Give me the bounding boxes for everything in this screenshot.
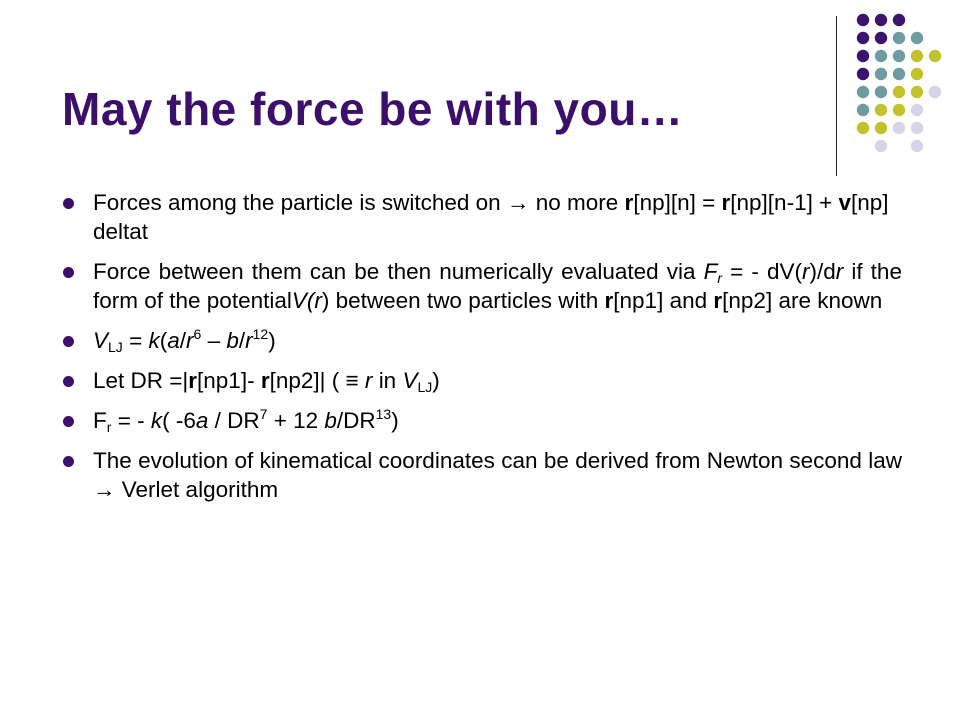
decor-dot: [857, 68, 869, 80]
slide-title: May the force be with you…: [62, 83, 684, 135]
decor-dot: [875, 68, 887, 80]
decor-dot: [911, 122, 923, 134]
decor-dot: [875, 104, 887, 116]
decor-dot: [893, 14, 905, 26]
decor-dot: [875, 32, 887, 44]
bullet-item-evolution: The evolution of kinematical coordinates can be derived from Newton second law → Verlet algorithm: [62, 446, 902, 504]
decor-dot: [893, 32, 905, 44]
decor-dot: [875, 86, 887, 98]
decor-dot: [857, 86, 869, 98]
decor-dot: [893, 50, 905, 62]
decor-dot: [875, 140, 887, 152]
bullet-item-dr-definition: Let DR =|r[np1]- r[np2]| ( ≡ r in $V_{LJ}$): [62, 366, 902, 395]
decor-dot: [857, 14, 869, 26]
decor-dot: [911, 32, 923, 44]
decor-dot: [875, 50, 887, 62]
decor-dot: [875, 122, 887, 134]
decor-dot: [929, 50, 941, 62]
bullet-list: [62, 188, 902, 515]
decor-dot: [911, 86, 923, 98]
decor-dot: [911, 68, 923, 80]
bullet-item-lj-potential: $V_{LJ} = k(a/r^6 - b/r^{12})$: [62, 326, 902, 355]
decor-dot: [911, 104, 923, 116]
decor-dot: [875, 14, 887, 26]
decor-dot: [911, 140, 923, 152]
bullet-item-force-formula: $F_r$ = - k( $-6a / DR^7 + 12$ b/DR$^{13}$): [62, 406, 902, 435]
arrow-icon: →: [93, 477, 116, 502]
decor-dot: [857, 122, 869, 134]
vertical-divider: [836, 16, 837, 176]
decor-dot: [911, 50, 923, 62]
decor-dot: [857, 104, 869, 116]
decor-dot: [893, 86, 905, 98]
decor-dot: [929, 86, 941, 98]
decor-dot: [857, 50, 869, 62]
bullet-item-forces: Forces among the particle is switched on → no more r[np][n] = r[np][n-1] + v[np] deltat: [62, 188, 902, 246]
arrow-icon: →: [506, 190, 530, 215]
decor-dot: [893, 104, 905, 116]
decor-dot: [893, 122, 905, 134]
bullet-item-force-evaluation: Force between them can be then numerically evaluated via $F_r$ = - dV(r)/dr if the form of the potentialV(r) between two particles with r[np1] and r[np2] are known: [62, 257, 902, 315]
decor-dot: [857, 32, 869, 44]
decor-dot: [893, 68, 905, 80]
